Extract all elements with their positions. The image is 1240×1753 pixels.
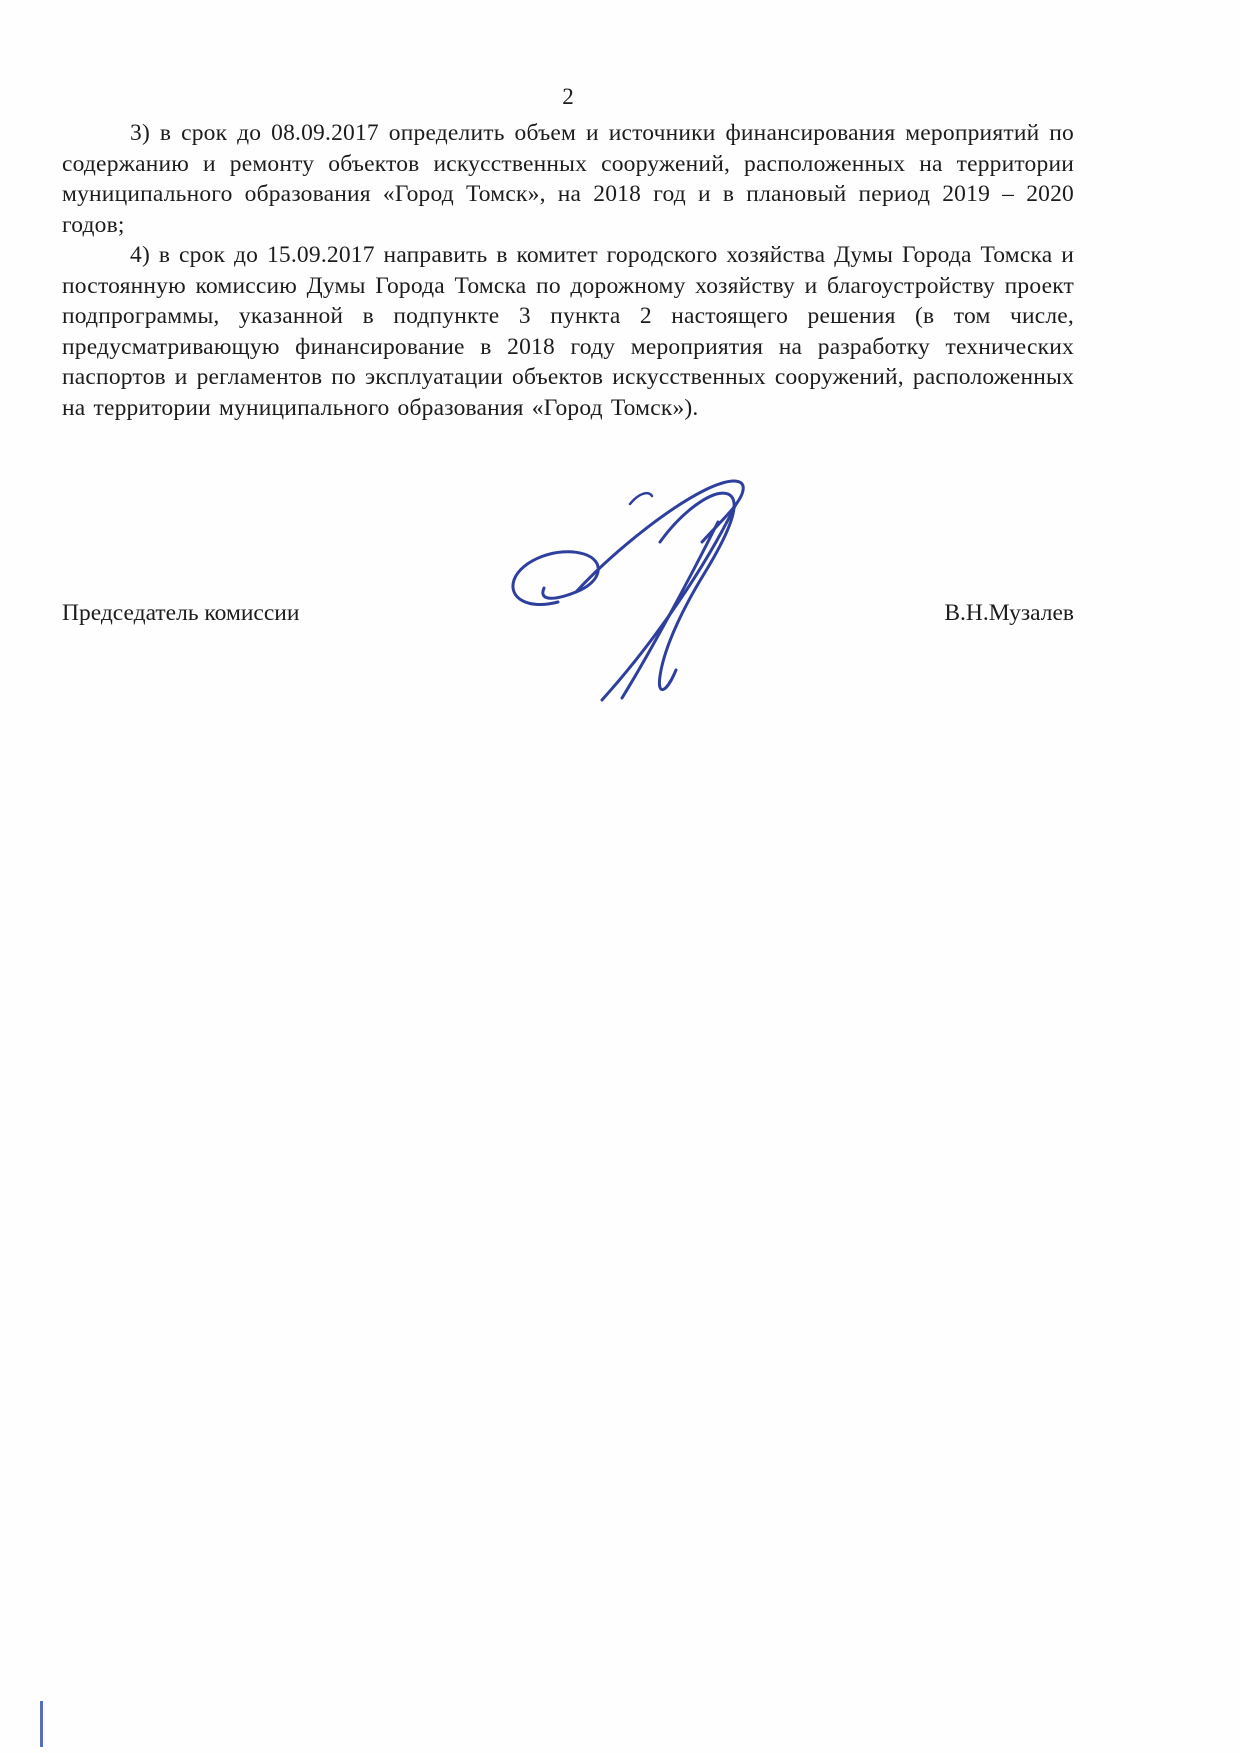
paragraph-item-4: 4) в срок до 15.09.2017 направить в комитет городского хозяйства Думы Города Томска и постоянную комиссию Думы Города Томска по дорожному хозяйству и благоустройству проект подпрограммы, указанной в подпункте 3 пункта 2 настоящего решения (в том числе, предусматривающую финансирование в 2018 году мероприятия на разработку технических паспортов и регламентов по эксплуатации объектов искусственных сооружений, расположенных на территории муниципального образования «Город Томск»). [62, 242, 1074, 421]
handwritten-signature-icon [480, 470, 810, 720]
signature-block [62, 600, 1074, 640]
signature-stroke [622, 522, 718, 698]
signature-stroke [576, 481, 743, 592]
signatory-name: В.Н.Музалев [944, 600, 1074, 626]
signature-stroke [513, 552, 598, 605]
document-body [62, 118, 1074, 423]
signature-stroke [630, 493, 652, 504]
signatory-title: Председатель комиссии [62, 600, 300, 626]
page-number: 2 [562, 84, 574, 109]
signature-stroke [602, 504, 736, 700]
paragraph-item-3: 3) в срок до 08.09.2017 определить объем и источники финансирования мероприятий по содержанию и ремонту объектов искусственных сооружений, расположенных на территории муниципального образования «Город Томск», на 2018 год и в плановый период 2019 – 2020 годов; [62, 120, 1074, 238]
signature-stroke [659, 493, 734, 690]
scan-artifact-line [40, 1701, 43, 1747]
